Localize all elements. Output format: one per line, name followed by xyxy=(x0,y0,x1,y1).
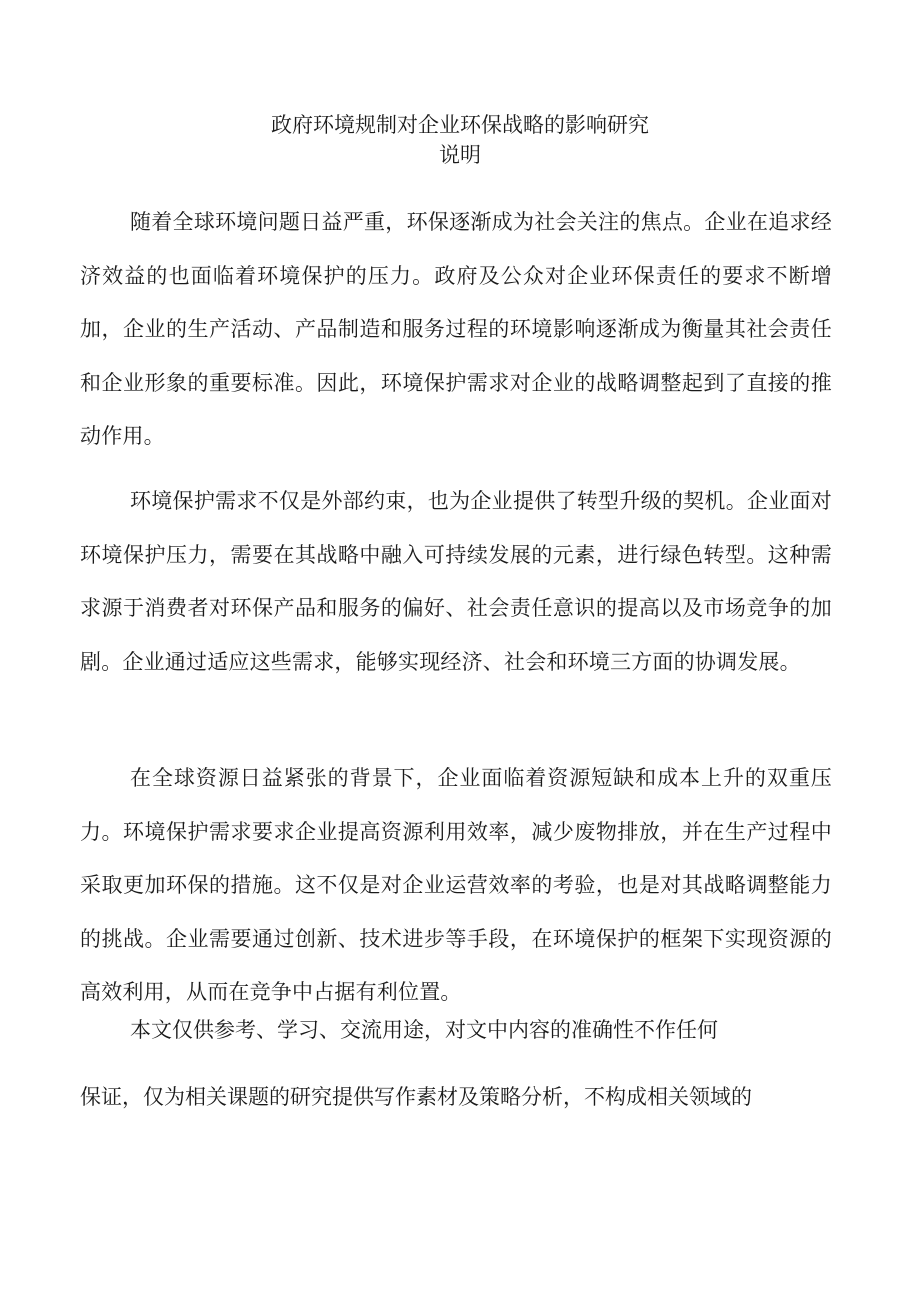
body-paragraph-3: 在全球资源日益紧张的背景下，企业面临着资源短缺和成本上升的双重压力。环境保护需求要求企业提高资源利用效率，减少废物排放，并在生产过程中采取更加环保的措施。这不仅是对企业运营效率的考验，也是对其战略调整能力的挑战。企业需要通过创新、技术进步等手段，在环境保护的框架下实现资源的高效利用，从而在竞争中占据有利位置。 xyxy=(80,766,832,1004)
document-subtitle: 说明 xyxy=(439,143,481,167)
body-paragraph-2: 环境保护需求不仅是外部约束，也为企业提供了转型升级的契机。企业面对环境保护压力，需要在其战略中融入可持续发展的元素，进行绿色转型。这种需求源于消费者对环保产品和服务的偏好、社会责任意识的提高以及市场竞争的加剧。企业通过适应这些需求，能够实现经济、社会和环境三方面的协调发展。 xyxy=(80,489,832,674)
disclaimer-line-1: 本文仅供参考、学习、交流用途，对文中内容的准确性不作任何 xyxy=(130,1018,718,1042)
document-title: 政府环境规制对企业环保战略的影响研究 xyxy=(271,113,649,137)
disclaimer-line-2: 保证，仅为相关课题的研究提供写作素材及策略分析，不构成相关领域的 xyxy=(80,1085,752,1109)
body-paragraph-1: 随着全球环境问题日益严重，环保逐渐成为社会关注的焦点。企业在追求经济效益的也面临着环境保护的压力。政府及公众对企业环保责任的要求不断增加，企业的生产活动、产品制造和服务过程的环境影响逐渐成为衡量其社会责任和企业形象的重要标准。因此，环境保护需求对企业的战略调整起到了直接的推动作用。 xyxy=(80,210,832,448)
